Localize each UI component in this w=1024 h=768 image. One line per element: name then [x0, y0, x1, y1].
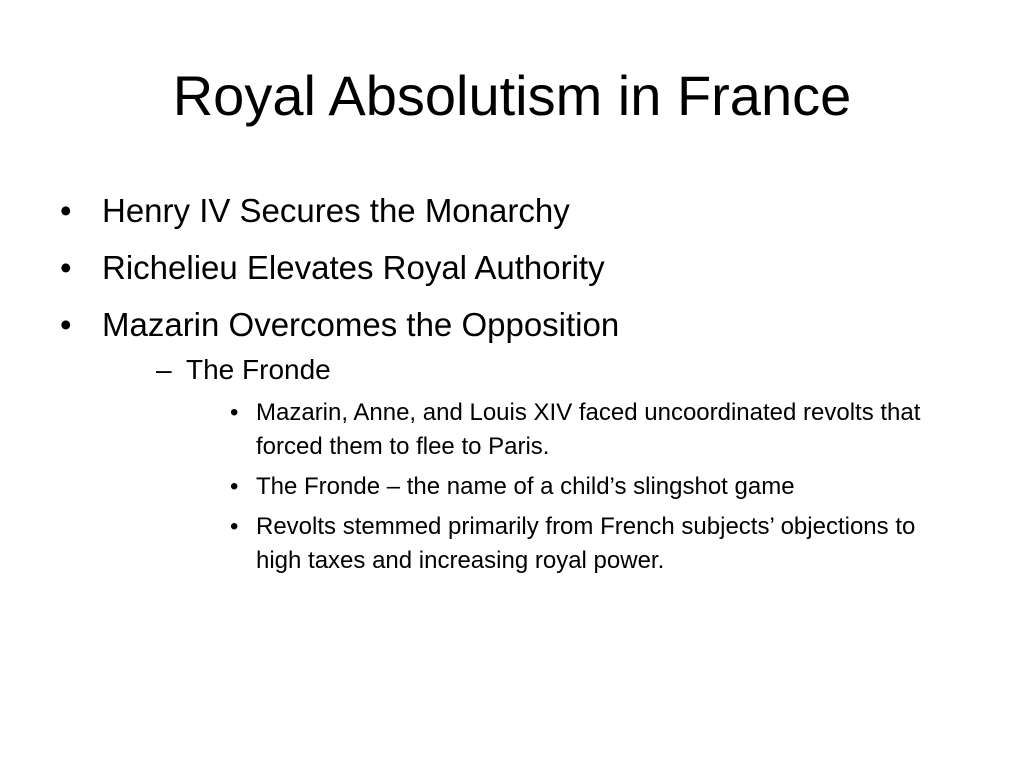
bullet-icon: • — [230, 399, 239, 426]
bullet-icon: • — [230, 473, 239, 500]
sub-sub-bullet-item — [230, 510, 960, 578]
sub-sub-bullet-item — [230, 470, 960, 504]
bullet-icon: • — [60, 306, 72, 343]
bullet-item-richelieu — [60, 245, 960, 291]
bullet-text: Mazarin Overcomes the Opposition — [102, 306, 620, 343]
bullet-icon: • — [60, 249, 72, 286]
sub-sub-bullet-list — [186, 396, 960, 578]
sub-sub-bullet-text: Revolts stemmed primarily from French subjects’ objections to high taxes and increasing royal power. — [256, 513, 916, 574]
slide-title: Royal Absolutism in France — [172, 64, 852, 127]
bullet-text: Henry IV Secures the Monarchy — [102, 192, 570, 229]
bullet-list — [60, 188, 960, 589]
bullet-item-mazarin — [60, 302, 960, 578]
sub-bullet-item-fronde — [156, 350, 960, 578]
sub-sub-bullet-text: The Fronde – the name of a child’s slingshot game — [256, 473, 795, 500]
bullet-item-henry-iv — [60, 188, 960, 234]
bullet-icon: • — [230, 513, 239, 540]
sub-bullet-text: The Fronde — [186, 354, 331, 385]
dash-icon: – — [156, 354, 172, 385]
sub-bullet-list — [102, 350, 960, 578]
sub-sub-bullet-item — [230, 396, 960, 464]
bullet-text: Richelieu Elevates Royal Authority — [102, 249, 605, 286]
sub-sub-bullet-text: Mazarin, Anne, and Louis XIV faced uncoordinated revolts that forced them to flee to Paris. — [256, 399, 921, 460]
bullet-icon: • — [60, 192, 72, 229]
